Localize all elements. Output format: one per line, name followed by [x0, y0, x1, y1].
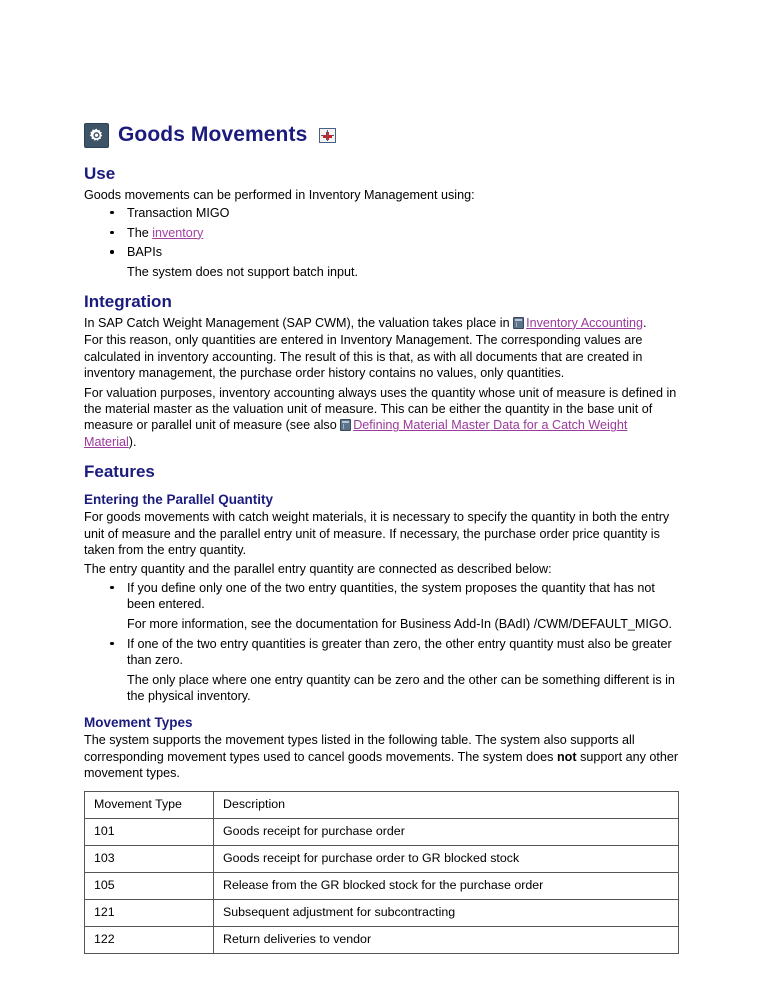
heading-entering-parallel-quantity: Entering the Parallel Quantity [84, 491, 274, 507]
list-item [84, 225, 680, 242]
integration-para1-pre: In SAP Catch Weight Management (SAP CWM), the valuation takes place in [84, 315, 514, 330]
cell-description: Subsequent adjustment for subcontracting [214, 899, 679, 926]
movement-types-para-part1: The system supports the movement types listed in the following table. The system also supports all corresponding movement types used to cancel goods movements. The system does [84, 733, 635, 764]
movement-types-para-bold: not [556, 749, 577, 764]
cell-movement-type: 121 [85, 899, 214, 926]
parallel-bullet-2-note: The only place where one entry quantity can be zero and the other can be something different is in the physical inventory. [127, 672, 675, 704]
plus-glyph [323, 132, 332, 140]
integration-para1-post: . [643, 315, 647, 330]
bullet-text: Transaction MIGO [127, 205, 230, 220]
bullet-dot [110, 211, 114, 215]
cell-movement-type: 122 [85, 926, 214, 953]
movement-types-para [84, 732, 680, 781]
table-row [85, 926, 679, 953]
integration-para3-pre: For valuation purposes, inventory accounting always uses the quantity whose unit of measure is defined in the material master as the valuation unit of measure. This can be either the quantity in the base unit of measure or parallel unit of measure (see also [84, 385, 677, 433]
integration-para3-post: ). [128, 434, 137, 449]
parallel-para-1: For goods movements with catch weight materials, it is necessary to specify the quantity in both the entry unit of measure and the parallel entry unit of measure. If necessary, the purchase order price quantity is taken from the entry quantity. [84, 510, 670, 557]
link-inventory[interactable]: inventory [152, 225, 204, 240]
parallel-bullet-list [84, 580, 680, 613]
cell-description: Goods receipt for purchase order [214, 818, 679, 845]
cell-movement-type: 101 [85, 818, 214, 845]
gear-icon [84, 123, 109, 148]
integration-para-1 [84, 315, 680, 331]
table-header-cell-movement-type: Movement Type [85, 791, 214, 818]
document-content [84, 118, 680, 954]
bullet-text-prefix: The [127, 225, 153, 240]
movement-types-para-part2: support any other movement types. [84, 749, 679, 781]
table-row [85, 872, 679, 899]
cell-description: Goods receipt for purchase order to GR blocked stock [214, 845, 679, 872]
bullet-text: If you define only one of the two entry quantities, the system proposes the quantity that has not been entered. [127, 580, 655, 612]
heading-integration: Integration [84, 292, 172, 312]
use-note: The system does not support batch input. [127, 264, 359, 279]
bullet-text: BAPIs [127, 245, 162, 260]
bullet-dot [110, 586, 114, 590]
heading-use: Use [84, 164, 116, 183]
parallel-para-2: The entry quantity and the parallel entry quantity are connected as described below: [84, 562, 552, 577]
integration-para-3 [84, 385, 680, 451]
cell-movement-type: 105 [85, 872, 214, 899]
document-icon [340, 419, 351, 431]
heading-features: Features [84, 462, 155, 482]
link-defining-material-master-data[interactable]: Defining Material Master Data for a Catch Weight Material [84, 418, 628, 449]
list-item [84, 580, 680, 613]
bullet-dot [110, 642, 114, 646]
heading-movement-types: Movement Types [84, 714, 193, 730]
use-intro: Goods movements can be performed in Inventory Management using: [84, 187, 475, 202]
table-header-cell-description: Description [214, 791, 679, 818]
grid-table-icon [319, 128, 336, 143]
document-icon [513, 317, 524, 329]
table-header-row [85, 791, 679, 818]
bullet-text: If one of the two entry quantities is greater than zero, the other entry quantity must also be greater than zero. [127, 636, 672, 668]
cell-description: Return deliveries to vendor [214, 926, 679, 953]
bullet-dot [110, 250, 114, 254]
parallel-bullet-list-2 [84, 636, 680, 669]
list-item [84, 636, 680, 669]
table-row [85, 899, 679, 926]
list-item [84, 244, 680, 261]
use-bullet-list [84, 205, 680, 261]
parallel-bullet-1-note: For more information, see the documentation for Business Add-In (BAdI) /CWM/DEFAULT_MIGO. [127, 617, 672, 631]
list-item [84, 205, 680, 222]
table-row [85, 818, 679, 845]
cell-movement-type: 103 [85, 845, 214, 872]
movement-types-table [84, 791, 679, 954]
table-row [85, 845, 679, 872]
integration-para-2: For this reason, only quantities are entered in Inventory Management. The corresponding values are calculated in inventory accounting. The result of this is that, as with all documents that are created in inventory management, the purchase order history contains no values, only quantities. [84, 333, 643, 381]
page-title-row [84, 118, 680, 152]
link-inventory-accounting[interactable]: Inventory Accounting [526, 315, 644, 330]
cell-description: Release from the GR blocked stock for the purchase order [214, 872, 679, 899]
bullet-dot [110, 231, 114, 235]
page-title: Goods Movements [118, 123, 308, 146]
